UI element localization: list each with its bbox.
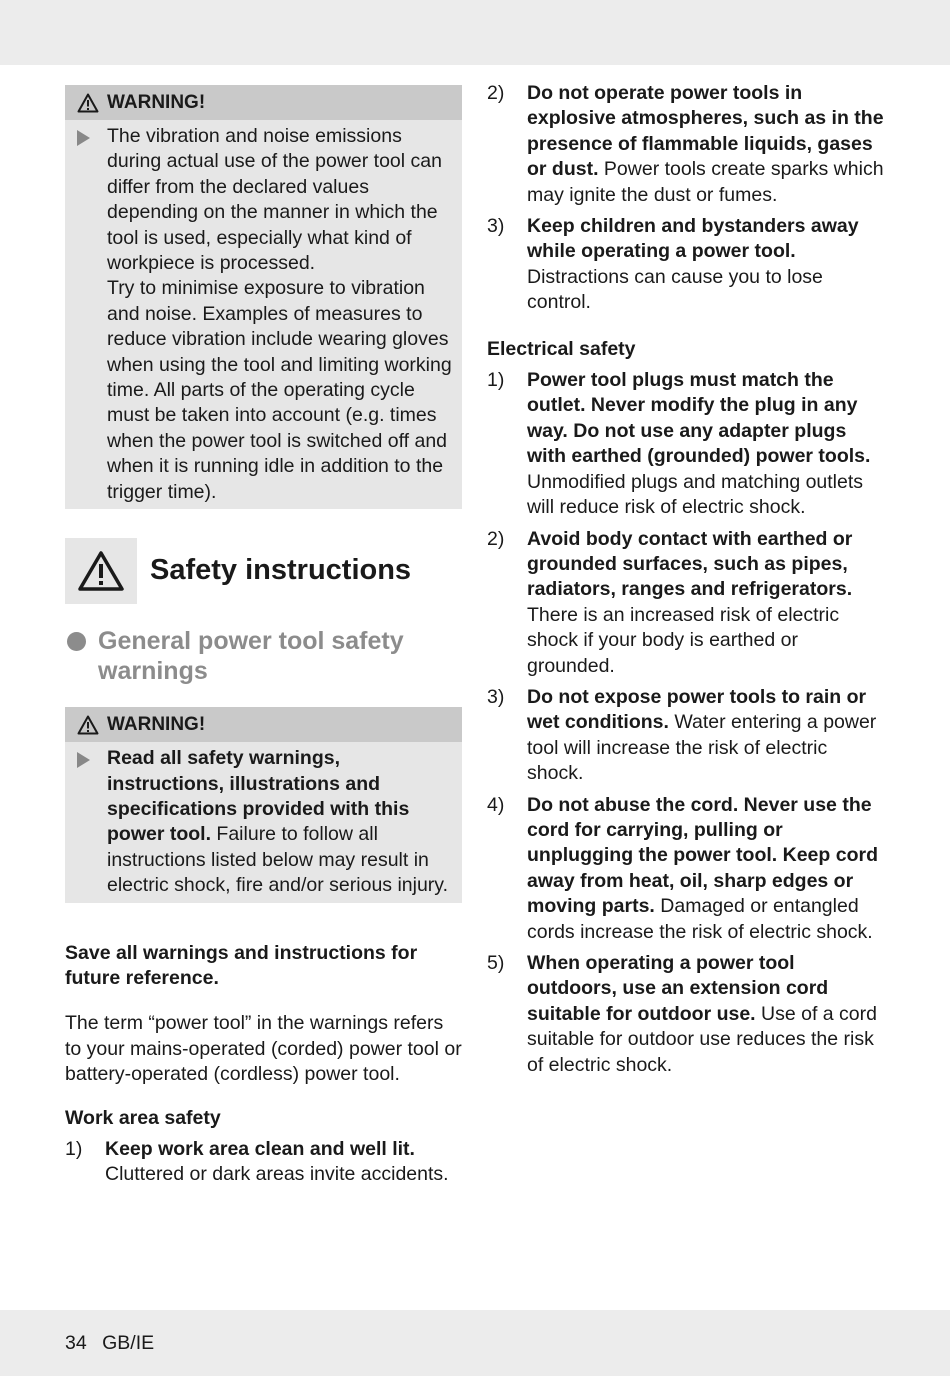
item-text: There is an increased risk of electric shock if your body is earthed or grounded. <box>527 603 840 677</box>
locale-label: GB/IE <box>102 1332 155 1354</box>
item-bold-text: Keep work area clean and well lit. <box>105 1137 415 1160</box>
warning-triangle-icon <box>77 715 99 735</box>
item-bold-text: Keep children and bystanders away while operating a power tool. <box>527 215 859 263</box>
warning-header <box>65 707 462 742</box>
item-text: Distractions can cause you to lose control. <box>527 265 823 314</box>
vibration-warning-box <box>65 85 462 509</box>
list-item <box>487 81 887 208</box>
item-number: 5) <box>487 952 505 974</box>
item-text: Damaged or entangled cords increase the risk of electric shock. <box>527 895 873 943</box>
item-number: 4) <box>487 793 505 816</box>
bullet-dot-icon <box>67 632 86 651</box>
bullet-arrow-icon <box>77 752 90 768</box>
warning-triangle-icon <box>77 550 125 592</box>
item-bold-text: Do not operate power tools in explosive atmospheres, such as in the presence of flammable liquids, gases or dust. <box>527 82 884 181</box>
work-area-heading: Work area safety <box>65 1106 221 1129</box>
item-text: Water entering a power tool will increase the risk of electric shock. <box>527 711 877 785</box>
term-definition: The term “power tool” in the warnings refers to your mains-operated (corded) power tool or battery-operated (cordless) power tool. <box>65 1012 462 1086</box>
item-text: Power tools create sparks which may ignite the dust or fumes. <box>527 158 884 206</box>
item-text: Cluttered or dark areas invite accidents. <box>105 1163 449 1186</box>
warning-label: WARNING! <box>107 713 206 735</box>
warning-text: Failure to follow all instructions listed below may result in electric shock, fire and/or serious injury. <box>107 823 449 897</box>
electrical-safety-list <box>487 368 887 1078</box>
list-item <box>487 368 887 520</box>
page-title: Safety instructions <box>150 554 412 587</box>
item-bold-text: Avoid body contact with earthed or grounded surfaces, such as pipes, radiators, ranges and refrigerators. <box>527 527 853 601</box>
item-bold-text: Do not abuse the cord. Never use the cord for carrying, pulling or unplugging the power tool. Keep cord away from heat, oil, sharp edges or moving parts. <box>527 793 878 918</box>
list-item <box>487 685 887 787</box>
item-bold-text: Do not expose power tools to rain or wet conditions. <box>527 685 867 734</box>
item-text: Use of a cord suitable for outdoor use reduces the risk of electric shock. <box>527 1002 877 1076</box>
warning-bold-text: Read all safety warnings, instructions, illustrations and specifications provided with this power tool. <box>107 747 410 846</box>
safety-icon-box <box>65 538 137 604</box>
right-column <box>487 81 887 1084</box>
warning-body <box>65 120 462 509</box>
warning-label: WARNING! <box>107 91 206 113</box>
list-item <box>487 793 887 945</box>
item-number: 2) <box>487 82 505 104</box>
left-column <box>65 85 462 1194</box>
safety-instructions-heading <box>65 538 462 604</box>
item-number: 1) <box>65 1137 83 1160</box>
general-warnings-label: General power tool safety warnings <box>98 627 404 686</box>
general-warnings-heading <box>65 626 462 686</box>
warning-header <box>65 85 462 120</box>
item-number: 1) <box>487 369 505 392</box>
list-item <box>487 527 887 679</box>
save-warnings-note: Save all warnings and instructions for future reference. <box>65 941 418 989</box>
page-footer <box>65 1331 164 1356</box>
warning-text: The vibration and noise emissions during actual use of the power tool can differ from the declared values depending on the manner in which the tool is used, especially what kind of workpiece is processed. <box>107 125 442 275</box>
header-band <box>0 0 950 65</box>
warning-triangle-icon <box>77 93 99 113</box>
item-number: 2) <box>487 527 505 550</box>
warning-body <box>65 742 462 902</box>
list-item <box>65 1137 462 1188</box>
work-area-list-continued <box>487 81 887 316</box>
list-item <box>487 951 887 1078</box>
electrical-safety-heading: Electrical safety <box>487 337 636 360</box>
item-text: Unmodified plugs and matching outlets will reduce risk of electric shock. <box>527 470 864 519</box>
item-bold-text: Power tool plugs must match the outlet. Never modify the plug in any way. Do not use any adapter plugs with earthed (grounded) power tools. <box>527 369 871 468</box>
list-item <box>487 214 887 316</box>
item-number: 3) <box>487 215 505 238</box>
item-bold-text: When operating a power tool outdoors, use an extension cord suitable for outdoor use. <box>527 952 829 1025</box>
page-number: 34 <box>65 1332 87 1354</box>
general-warning-box <box>65 707 462 902</box>
warning-text-2: Try to minimise exposure to vibration and noise. Examples of measures to reduce vibration include wearing gloves when using the tool and limiting working time. All parts of the operating cycle must be taken into account (e.g. times when the power tool is switched off and when it is running idle in addition to the trigger time). <box>107 277 452 503</box>
bullet-arrow-icon <box>77 130 90 146</box>
work-area-list <box>65 1137 462 1188</box>
item-number: 3) <box>487 685 505 708</box>
